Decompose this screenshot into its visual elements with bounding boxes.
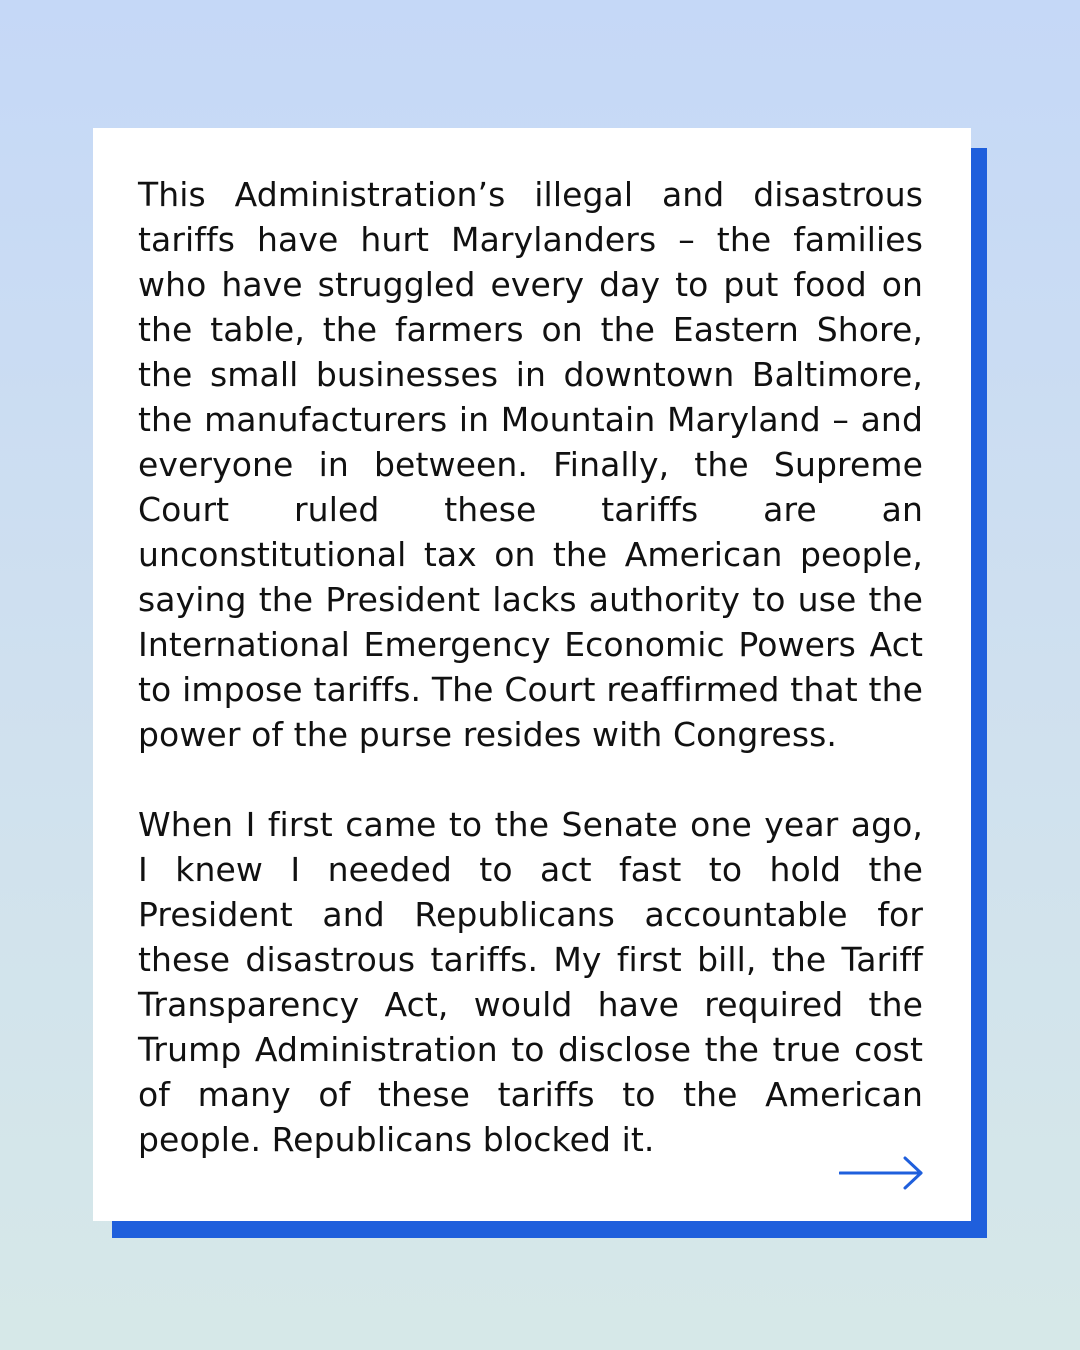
statement-text <box>138 172 923 1162</box>
quote-card <box>93 128 971 1221</box>
statement-paragraph-1: This Administration’s illegal and disastrous tariffs have hurt Marylanders – the families who have struggled every day to put food on the table, the farmers on the Eastern Shore, the small businesses in downtown Baltimore, the manufacturers in Mountain Maryland – and everyone in between. Finally, the Supreme Court ruled these tariffs are an unconstitutional tax on the American people, saying the President lacks authority to use the International Emergency Economic Powers Act to impose tariffs. The Court reaffirmed that the power of the purse resides with Congress. <box>138 175 923 754</box>
arrow-right-icon[interactable] <box>839 1156 925 1190</box>
statement-paragraph-2: When I first came to the Senate one year ago, I knew I needed to act fast to hold the President and Republicans accountable for these disastrous tariffs. My first bill, the Tariff Transparency Act, would have required the Trump Administration to disclose the true cost of many of these tariffs to the American people. Republicans blocked it. <box>138 805 923 1159</box>
